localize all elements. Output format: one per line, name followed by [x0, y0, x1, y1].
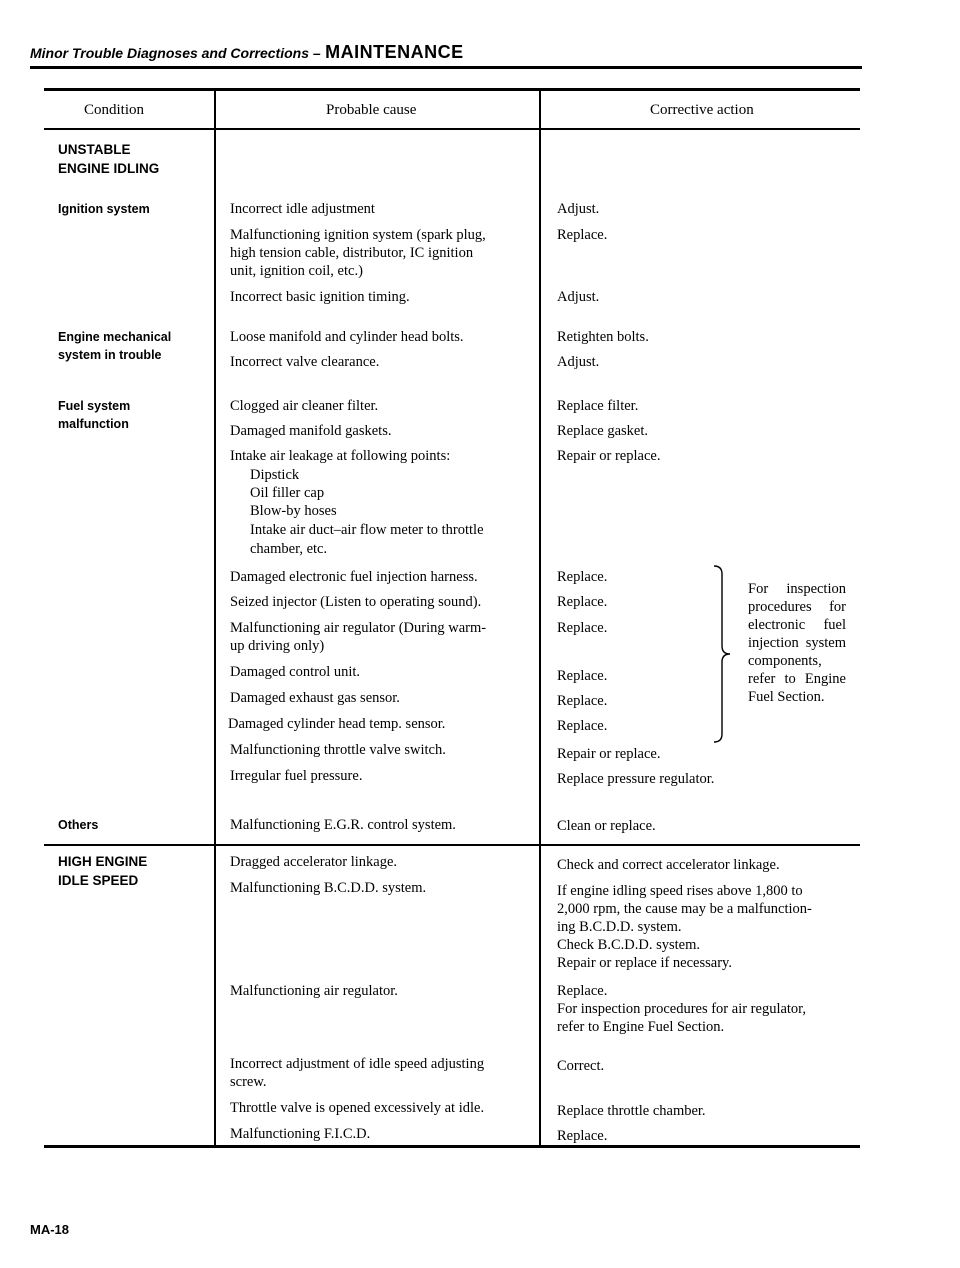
cause-subitem: Oil filler cap: [250, 485, 325, 501]
action-line: Replace.: [557, 569, 608, 585]
action-line: Replace.: [557, 693, 608, 709]
action-line: Replace.: [557, 718, 608, 734]
table-header-rule: [44, 128, 860, 130]
column-header-action: Corrective action: [650, 102, 754, 118]
section-divider-rule: [44, 844, 860, 846]
cause-subitem: Blow-by hoses: [250, 503, 337, 519]
condition-high-line1: HIGH ENGINE: [58, 854, 148, 869]
cause-line: Malfunctioning B.C.D.D. system.: [230, 880, 427, 896]
condition-unstable-line1: UNSTABLE: [58, 142, 131, 157]
condition-others: Others: [58, 818, 99, 832]
cause-line: Malfunctioning ignition system (spark plug,: [230, 227, 486, 243]
cause-line: Malfunctioning air regulator.: [230, 983, 398, 999]
action-line: If engine idling speed rises above 1,800 to: [557, 883, 803, 899]
action-line: Adjust.: [557, 354, 600, 370]
action-line: Replace filter.: [557, 398, 639, 414]
header-section-title: Minor Trouble Diagnoses and Corrections –: [30, 45, 321, 61]
cause-line: screw.: [230, 1074, 267, 1090]
action-line: Correct.: [557, 1058, 605, 1074]
cause-line: Damaged exhaust gas sensor.: [230, 690, 400, 706]
condition-fuel-line2: malfunction: [58, 417, 129, 431]
cause-subitem: chamber, etc.: [250, 541, 328, 557]
cause-line: unit, ignition coil, etc.): [230, 263, 363, 279]
cause-line: Malfunctioning F.I.C.D.: [230, 1126, 371, 1142]
condition-unstable-line2: ENGINE IDLING: [58, 161, 160, 176]
cause-line: Damaged manifold gaskets.: [230, 423, 392, 439]
cause-line: Damaged electronic fuel injection harness.: [230, 569, 478, 585]
action-line: Adjust.: [557, 289, 600, 305]
cause-line: Malfunctioning E.G.R. control system.: [230, 817, 456, 833]
condition-fuel-line1: Fuel system: [58, 399, 131, 413]
action-line: Check and correct accelerator linkage.: [557, 857, 780, 873]
cause-line: Damaged cylinder head temp. sensor.: [228, 716, 446, 732]
cause-line: Malfunctioning air regulator (During warm-: [230, 620, 487, 636]
column-divider-2: [539, 88, 541, 1146]
cause-line: Loose manifold and cylinder head bolts.: [230, 329, 464, 345]
action-line: Check B.C.D.D. system.: [557, 937, 700, 953]
table-bottom-rule: [44, 1145, 860, 1148]
cause-line: Incorrect basic ignition timing.: [230, 289, 410, 305]
action-line: Replace.: [557, 668, 608, 684]
condition-ignition: Ignition system: [58, 202, 150, 216]
cause-line: Malfunctioning throttle valve switch.: [230, 742, 446, 758]
cause-line: Incorrect valve clearance.: [230, 354, 380, 370]
action-line: Replace pressure regulator.: [557, 771, 715, 787]
cause-line: Incorrect idle adjustment: [230, 201, 375, 217]
cause-line: Throttle valve is opened excessively at idle.: [230, 1100, 485, 1116]
action-line: Repair or replace.: [557, 746, 661, 762]
header-chapter-title: MAINTENANCE: [325, 42, 464, 62]
action-line: Replace.: [557, 594, 608, 610]
action-line: Adjust.: [557, 201, 600, 217]
cause-line: Damaged control unit.: [230, 664, 361, 680]
action-line: Replace.: [557, 1128, 608, 1144]
action-line: refer to Engine Fuel Section.: [557, 1019, 725, 1035]
action-line: Replace.: [557, 227, 608, 243]
action-line: Replace gasket.: [557, 423, 648, 439]
action-line: Clean or replace.: [557, 818, 656, 834]
cause-line: Irregular fuel pressure.: [230, 768, 363, 784]
action-line: Retighten bolts.: [557, 329, 649, 345]
action-line: Repair or replace if necessary.: [557, 955, 732, 971]
cause-line: Dragged accelerator linkage.: [230, 854, 398, 870]
action-line: 2,000 rpm, the cause may be a malfunction-: [557, 901, 812, 917]
efi-inspection-note: For inspection procedures for electronic fuel injection system components, refer to Engine Fuel Section.: [748, 581, 846, 705]
cause-line: Seized injector (Listen to operating sound).: [230, 594, 482, 610]
condition-mechanical-line1: Engine mechanical: [58, 330, 172, 344]
action-line: Repair or replace.: [557, 448, 661, 464]
cause-line: high tension cable, distributor, IC ignition: [230, 245, 474, 261]
right-brace-icon: [712, 564, 736, 744]
column-header-condition: Condition: [84, 102, 145, 118]
table-top-rule: [44, 88, 860, 91]
action-line: For inspection procedures for air regulator,: [557, 1001, 807, 1017]
page-header: [30, 42, 464, 63]
condition-mechanical-line2: system in trouble: [58, 348, 162, 362]
action-line: Replace.: [557, 620, 608, 636]
cause-line: up driving only): [230, 638, 325, 654]
cause-line: Clogged air cleaner filter.: [230, 398, 379, 414]
column-divider-1: [214, 88, 216, 1146]
cause-line: Intake air leakage at following points:: [230, 448, 451, 464]
action-line: Replace.: [557, 983, 608, 999]
page-number: MA-18: [30, 1222, 70, 1237]
header-rule: [30, 66, 862, 69]
cause-subitem: Dipstick: [250, 467, 300, 483]
action-line: Replace throttle chamber.: [557, 1103, 706, 1119]
condition-high-line2: IDLE SPEED: [58, 873, 139, 888]
cause-line: Incorrect adjustment of idle speed adjusting: [230, 1056, 485, 1072]
column-header-cause: Probable cause: [326, 102, 417, 118]
cause-subitem: Intake air duct–air flow meter to throttle: [250, 522, 484, 538]
action-line: ing B.C.D.D. system.: [557, 919, 682, 935]
